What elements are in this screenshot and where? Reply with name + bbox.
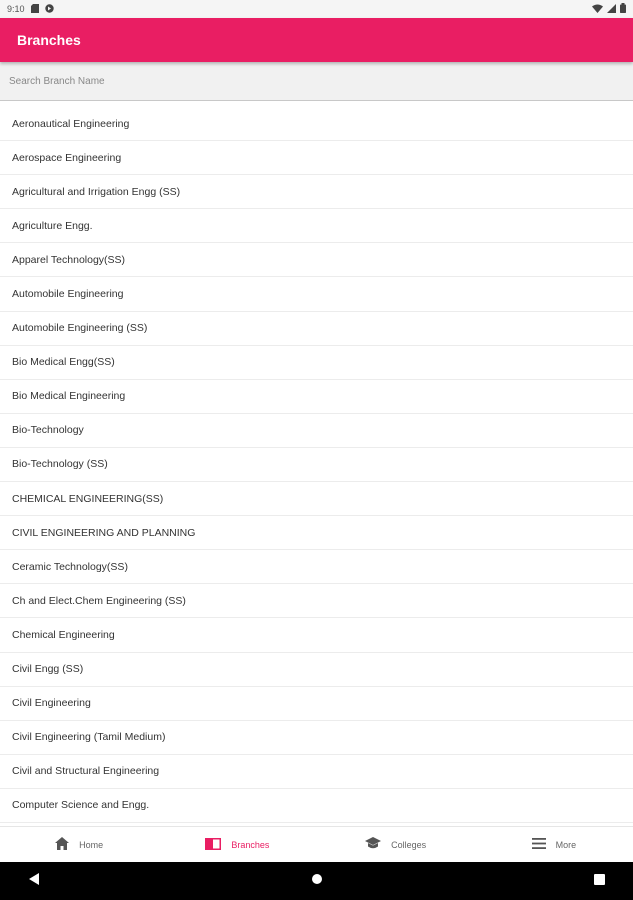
home-circle-icon[interactable] — [311, 872, 323, 890]
nav-branches[interactable] — [158, 827, 316, 862]
sd-card-icon — [31, 4, 39, 15]
list-item[interactable]: CHEMICAL ENGINEERING(SS) — [0, 482, 633, 516]
list-item[interactable]: Aerospace Engineering — [0, 141, 633, 175]
list-item[interactable]: Ceramic Technology(SS) — [0, 550, 633, 584]
system-navigation-bar — [0, 862, 633, 900]
recents-icon[interactable] — [594, 872, 605, 890]
list-item[interactable]: Civil Engineering — [0, 687, 633, 721]
back-icon[interactable] — [28, 872, 40, 890]
list-item[interactable]: Automobile Engineering (SS) — [0, 312, 633, 346]
battery-icon — [620, 3, 626, 15]
list-item[interactable]: Bio Medical Engineering — [0, 380, 633, 414]
nav-colleges-label: Colleges — [391, 839, 427, 850]
nav-more-label: More — [555, 839, 577, 850]
list-item[interactable]: Automobile Engineering — [0, 277, 633, 311]
search-input[interactable] — [9, 76, 609, 87]
nav-home-label: Home — [79, 839, 104, 850]
menu-icon — [532, 838, 546, 851]
app-bar — [0, 18, 633, 62]
home-icon — [55, 837, 69, 852]
sync-icon — [45, 4, 54, 15]
bottom-navigation — [0, 826, 633, 862]
book-icon — [205, 838, 221, 852]
graduation-cap-icon — [365, 837, 381, 852]
nav-more[interactable] — [475, 827, 633, 862]
list-item[interactable]: Apparel Technology(SS) — [0, 243, 633, 277]
search-bar[interactable] — [0, 62, 633, 101]
status-bar — [0, 0, 633, 18]
nav-colleges[interactable] — [317, 827, 475, 862]
branch-list[interactable] — [0, 107, 633, 826]
list-item[interactable]: Computer Science and Engg. — [0, 789, 633, 823]
signal-icon — [607, 4, 616, 15]
list-item[interactable]: Agriculture Engg. — [0, 209, 633, 243]
list-item[interactable]: Bio-Technology (SS) — [0, 448, 633, 482]
nav-home[interactable] — [0, 827, 158, 862]
list-item[interactable]: Civil and Structural Engineering — [0, 755, 633, 789]
list-item[interactable]: Civil Engg (SS) — [0, 653, 633, 687]
list-item[interactable]: Bio Medical Engg(SS) — [0, 346, 633, 380]
list-item[interactable]: Chemical Engineering — [0, 618, 633, 652]
list-item[interactable]: Ch and Elect.Chem Engineering (SS) — [0, 584, 633, 618]
wifi-icon — [592, 4, 603, 15]
nav-branches-label: Branches — [231, 839, 270, 850]
list-item[interactable]: Agricultural and Irrigation Engg (SS) — [0, 175, 633, 209]
list-item[interactable]: Aeronautical Engineering — [0, 107, 633, 141]
list-item[interactable]: Bio-Technology — [0, 414, 633, 448]
list-item[interactable]: CIVIL ENGINEERING AND PLANNING — [0, 516, 633, 550]
page-title: Branches — [17, 32, 81, 48]
list-item[interactable]: Civil Engineering (Tamil Medium) — [0, 721, 633, 755]
status-time: 9:10 — [7, 4, 25, 14]
